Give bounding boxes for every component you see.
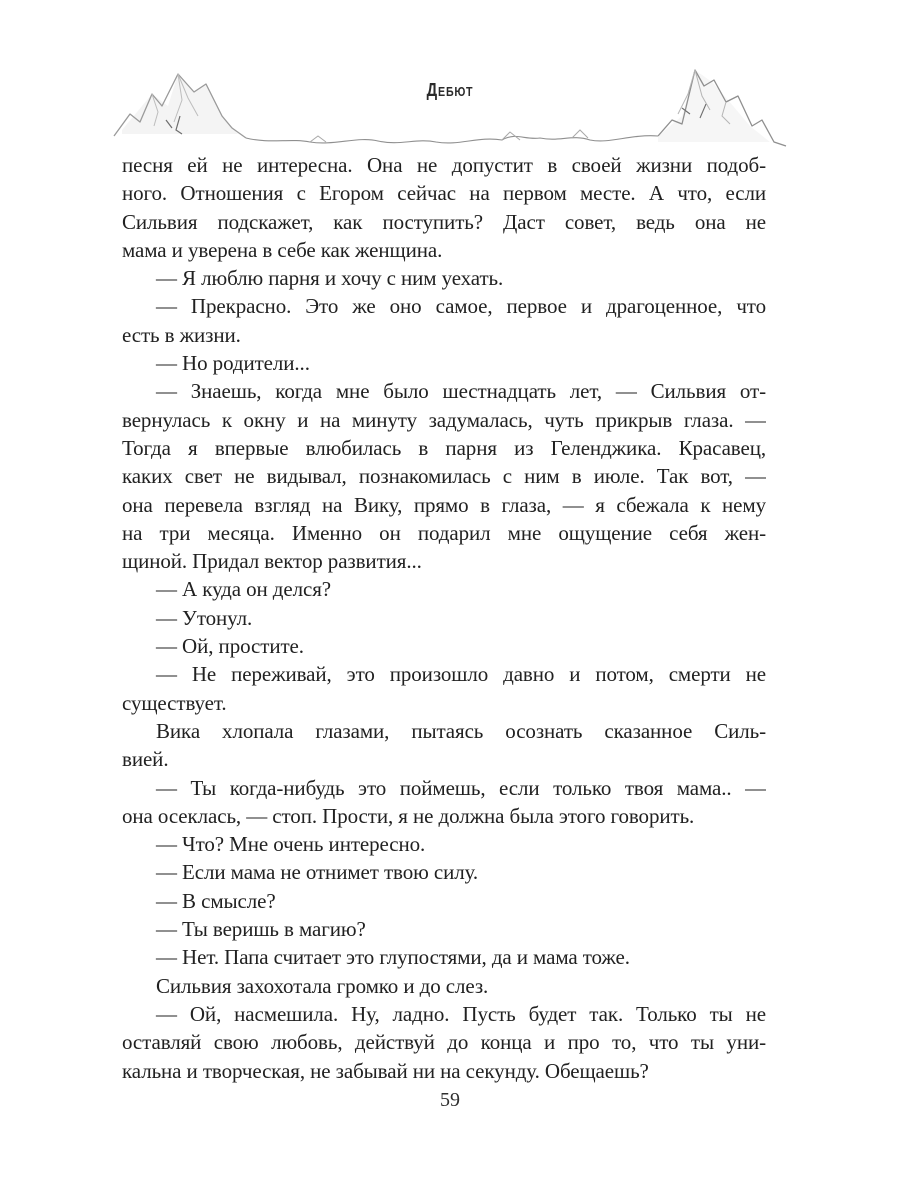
text-line: кальна и творческая, не забывай ни на секунду. Обещаешь? — [122, 1058, 649, 1083]
text-line: — А куда он делся? — [156, 577, 331, 602]
paragraph — [122, 1000, 766, 1085]
paragraph — [122, 264, 766, 292]
text-line: каких свет не видывал, познакомилась с ним в июле. Так вот, — — [122, 464, 766, 489]
page-number: 59 — [440, 1089, 460, 1111]
text-line: ного. Отношения с Егором сейчас на первом месте. А что, если — [122, 181, 766, 206]
text-line: — Утонул. — [156, 605, 253, 630]
text-line: Сильвия захохотала громко и до слез. — [156, 973, 489, 998]
text-line: вией. — [122, 747, 169, 772]
text-line: она осеклась, — стоп. Прости, я не должна была этого говорить. — [122, 803, 695, 828]
text-line: существует. — [122, 690, 227, 715]
paragraph — [122, 151, 766, 264]
text-line: — Ой, насмешила. Ну, ладно. Пусть будет так. Только ты не — [156, 1001, 766, 1026]
text-line: Тогда я впервые влюбилась в парня из Геленджика. Красавец, — [122, 435, 766, 460]
text-line: — В смысле? — [156, 888, 276, 913]
paragraph — [122, 292, 766, 349]
text-line: Вика хлопала глазами, пытаясь осознать сказанное Силь- — [156, 718, 766, 743]
text-line: вернулась к окну и на минуту задумалась, чуть прикрыв глаза. — — [122, 407, 766, 432]
paragraph — [122, 830, 766, 858]
paragraph — [122, 774, 766, 831]
text-line: она перевела взгляд на Вику, прямо в глаза, — я сбежала к нему — [122, 492, 766, 517]
paragraph — [122, 660, 766, 717]
text-line: на три месяца. Именно он подарил мне ощущение себя жен- — [122, 520, 766, 545]
text-line: есть в жизни. — [122, 322, 241, 347]
paragraph — [122, 858, 766, 886]
paragraph — [122, 915, 766, 943]
paragraph — [122, 575, 766, 603]
mountain-illustration — [110, 58, 790, 150]
text-line: — Ой, простите. — [156, 634, 304, 659]
text-line: оставляй свою любовь, действуй до конца и про то, что ты уни- — [122, 1030, 766, 1055]
paragraph — [122, 377, 766, 575]
text-line: — Ты веришь в магию? — [156, 917, 366, 942]
text-line: — Но родители... — [156, 351, 310, 376]
paragraph — [122, 632, 766, 660]
text-line: — Не переживай, это произошло давно и потом, смерти не — [156, 662, 766, 687]
chapter-title: Дебют — [426, 80, 474, 100]
text-line: — Что? Мне очень интересно. — [156, 832, 426, 857]
paragraph — [122, 943, 766, 971]
paragraph — [122, 887, 766, 915]
text-line: — Прекрасно. Это же оно самое, первое и драгоценное, что — [156, 294, 766, 319]
paragraph — [122, 972, 766, 1000]
paragraph — [122, 717, 766, 774]
paragraph — [122, 604, 766, 632]
text-line: — Я люблю парня и хочу с ним уехать. — [156, 266, 504, 291]
paragraph — [122, 349, 766, 377]
text-line: — Если мама не отнимет твою силу. — [156, 860, 479, 885]
text-line: — Знаешь, когда мне было шестнадцать лет, — Сильвия от- — [156, 379, 766, 404]
text-line: песня ей не интересна. Она не допустит в своей жизни подоб- — [122, 153, 766, 177]
page-text — [122, 151, 766, 1085]
text-line: — Нет. Папа считает это глупостями, да и мама тоже. — [156, 945, 630, 970]
text-line: Сильвия подскажет, как поступить? Даст совет, ведь она не — [122, 209, 766, 234]
text-line: мама и уверена в себе как женщина. — [122, 237, 443, 262]
text-line: — Ты когда-нибудь это поймешь, если только твоя мама.. — — [156, 775, 766, 800]
text-line: щиной. Придал вектор развития... — [122, 549, 422, 574]
